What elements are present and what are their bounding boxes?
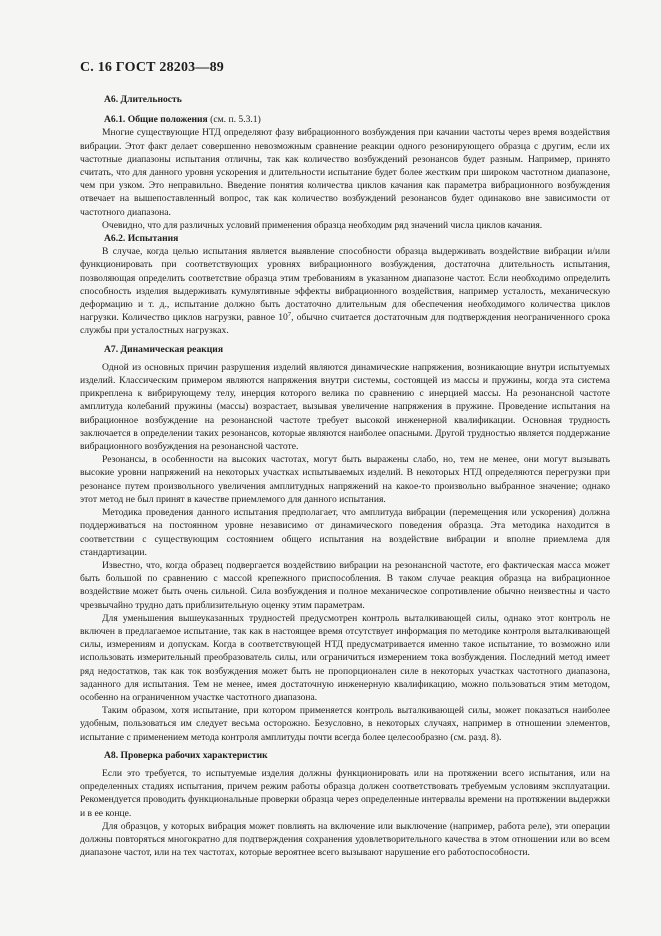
section-a6-1-heading-line: [80, 113, 610, 126]
a7-paragraph-5: Для уменьшения вышеуказанных трудностей предусмотрен контроль выталкивающей силы, однако этот контроль не включен в предлагаемое испытание, так как в настоящее время отсутствует информация по методике контроля выталкивающей силы, измерениям и допускам. Когда в соответствующей НТД предусматривается именно такое испытание, то возможно или использовать измерительный преобразователь силы, или ограничиться измерением тока возбуждения. Последний метод имеет ряд недостатков, так как ток возбуждения может быть не пропорционален силе в некоторых участках частотного диапазона, заданного для испытания. Тем не менее, имея достаточную инженерную квалификацию, можно пользоваться этим методом, особенно на ограниченном участке частотного диапазона.: [80, 612, 610, 703]
section-a6-1-ref: (см. п. 5.3.1): [210, 114, 261, 126]
a6-paragraph-3: [80, 245, 610, 337]
page-header: С. 16 ГОСТ 28203—89: [80, 60, 224, 75]
a7-paragraph-1: Одной из основных причин разрушения изделий являются динамические напряжения, возникающие внутри испытуемых изделий. Классическим примером являются напряжения внутри системы, состоящей из массы и пружины, когда эта система прикреплена к вибрирующему телу, инерция которого велика по сравнению с инерцией массы. На резонансной частоте амплитуда колебаний пружины (массы) возрастает, вызывая увеличение напряжения в пружине. Проведение испытания на вибрационное возбуждение на резонансной частоте требует высокой инженерной квалификации. Основная трудность заключается в определении таких резонансов, которые являются наиболее опасными. Другой трудностью является поддержание вибрационного возбуждения на резонансной частоте.: [80, 361, 610, 453]
a6-paragraph-1: Многие существующие НТД определяют фазу вибрационного возбуждения при качании частоты через время воздействия вибрации. Этот факт делает совершенно невозможным сравнение реакции одного резонирующего образца с другим, если их частотные диапазоны испытания отличны, так как количество возбуждений резонансов будет разным. Например, принято считать, что для данного уровня ускорения и длительности испытание будет более жестким при широком частотном диапазоне, чем при узком. Это неправильно. Введение понятия количества циклов качания как параметра вибрационного возбуждения отвечает на вышепоставленный вопрос, так как количество возбуждений резонансов будет одинаково вне зависимости от частотного диапазона.: [80, 127, 610, 218]
a7-paragraph-4: Известно, что, когда образец подвергается воздействию вибрации на резонансной частоте, его фактическая масса может быть большой по сравнению с массой крепежного приспособления. В таком случае реакция образца на вибрационное воздействие может быть очень сильной. Сила возбуждения и полное механическое сопротивление обычно неизвестны и часто чрезвычайно трудно дать приблизительную оценку этим параметрам.: [80, 559, 610, 611]
section-a6-title: [80, 93, 610, 106]
a6-p3-part1: В случае, когда целью испытания является выявление способности образца выдерживать воздействие вибрации и/или функционировать при соответствующих уровнях вибрационного возбуждения, достаточна длительность испытания, позволяющая определить соответствие образца этим требованиям в указанном диапазоне частот. Если необходимо определить способность изделия выдерживать кумулятивные эффекты вибрационного воздействия, например усталость, механическую деформацию и т. д., испытание должно быть достаточно длительным для обеспечения необходимого количества циклов нагрузки. Количество циклов нагрузки, равное 10: [80, 246, 610, 324]
a8-paragraph-2: Для образцов, у которых вибрация может повлиять на включение или выключение (например, работа реле), эти операции должны повторяться многократно для подтверждения сохранения удовлетворительного качества в этом отношении или во всем диапазоне частот, или на тех частотах, которые вероятнее всего вызывают нарушение его работоспособности.: [80, 820, 610, 859]
section-a6-1-number: А6.1.: [104, 114, 126, 126]
section-a8-heading-line: [80, 749, 610, 762]
a7-paragraph-2: Резонансы, в особенности на высоких частотах, могут быть выражены слабо, но, тем не менее, они могут вызывать высокие уровни напряжений на некоторых участках испытываемых изделий. В некоторых НТД определяются перегрузки при резонансе путем произвольного увеличения амплитудных напряжений на какое-то произвольно выбранное значение; однако этот метод не был принят в качестве приемлемого для данного испытания.: [80, 454, 610, 505]
document-body: [80, 93, 610, 859]
section-a6-2-heading: [80, 232, 610, 245]
a6-p3-part2: , обычно считается достаточным для подтверждения неограниченного срока службы при усталостных нагрузках.: [80, 312, 610, 337]
a6-p3-exponent: 7: [287, 311, 292, 319]
section-a7-heading-line: [80, 343, 610, 356]
section-a7-heading: А7. Динамическая реакция: [104, 343, 224, 355]
a6-paragraph-2: Очевидно, что для различных условий применения образца необходим ряд значений числа циклов качания.: [102, 219, 543, 231]
section-a8-heading: А8. Проверка рабочих характеристик: [104, 749, 268, 761]
a8-paragraph-1: Если это требуется, то испытуемые изделия должны функционировать или на протяжении всего испытания, или на определенных стадиях испытания, причем режим работы образца должен соответствовать требуемым условиям эксплуатации. Рекомендуется проводить функциональные проверки образца через определенные интервалы времени на протяжении выдержки и в ее конце.: [80, 767, 610, 819]
section-a6-heading: А6. Длительность: [104, 94, 182, 105]
a7-paragraph-6: Таким образом, хотя испытание, при котором применяется контроль выталкивающей силы, может показаться наиболее удобным, пользоваться им следует весьма осторожно. Безусловно, в некоторых случаях, например в отношении элементов, испытание с применением метода контроля амплитуды почти всегда более целесообразно (см. разд. 8).: [80, 705, 610, 743]
a7-paragraph-3: Методика проведения данного испытания предполагает, что амплитуда вибрации (перемещения или ускорения) должна поддерживаться на постоянном уровне независимо от динамического поведения образца. Эта методика находится в соответствии с существующим состоянием общего испытания на воздействие вибрации и вполне приемлема для стандартизации.: [80, 507, 610, 558]
section-a6-2-title: А6.2. Испытания: [104, 233, 179, 245]
section-a6-1-title: Общие положения: [127, 114, 208, 126]
